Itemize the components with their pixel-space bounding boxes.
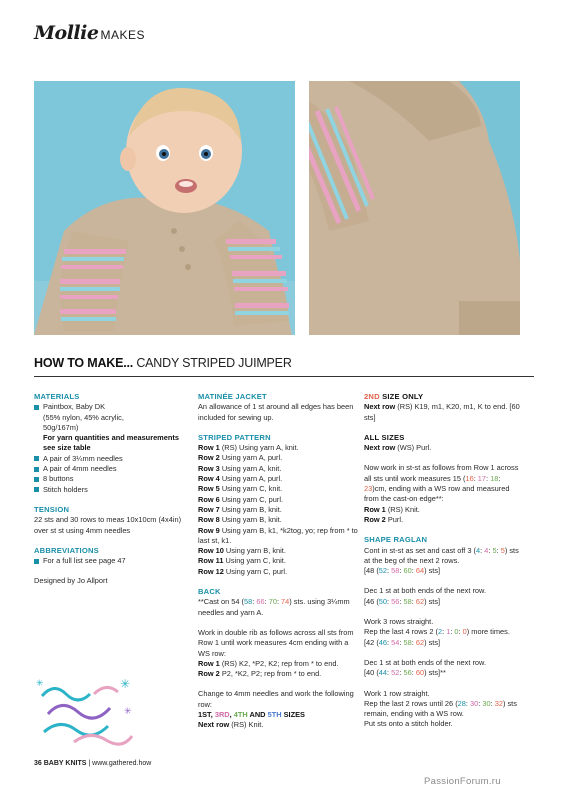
footer-separator: |	[88, 760, 91, 767]
second-size-row: Next row (RS) K19, m1, K20, m1, K to end. [60 sts]	[364, 402, 520, 422]
designer-credit: Designed by Jo Allport	[34, 576, 108, 586]
tension-heading: TENSION	[34, 504, 70, 514]
final-repeat-text: Rep the last 2 rows until 26 (28: 30: 30: 32) sts remain, ending with a WS row.	[364, 698, 517, 719]
stripe-row: Row 4 Using yarn A, purl.	[198, 474, 283, 484]
title-lead: HOW TO MAKE...	[34, 356, 134, 370]
stripe-row: Row 6 Using yarn C, purl.	[198, 494, 284, 504]
material-text: Paintbox, Baby DK	[43, 402, 106, 412]
stripe-row: Row 2 Using yarn A, purl.	[198, 453, 283, 463]
decrease-text: Dec 1 st at both ends of the next row.	[364, 586, 487, 596]
materials-heading: MATERIALS	[34, 392, 80, 401]
title-divider	[34, 376, 534, 377]
bullet-square-icon	[34, 487, 39, 492]
svg-text:✳: ✳	[124, 707, 132, 717]
stripe-row: Row 9 Using yarn B, k1, *k2tog, yo; rep from * to last st, k1.	[198, 525, 358, 545]
rib-row: Row 2 P2, *K2, P2; rep from * to end.	[198, 669, 322, 679]
baby-photo	[34, 81, 295, 335]
stripe-row: Row 5 Using yarn C, knit.	[198, 484, 283, 494]
work-straight-text: Work 1 row straight.	[364, 688, 430, 698]
stripe-row: Row 10 Using yarn B, knit.	[198, 546, 286, 556]
bullet-square-icon	[34, 477, 39, 482]
brand-makes: MAKES	[100, 28, 145, 42]
list-item	[34, 464, 184, 474]
repeat-text: Rep the last 4 rows 2 (2: 1: 0: 0) more times.	[364, 627, 510, 637]
material-note: For yarn quantities and measurements see size table	[43, 433, 179, 453]
matinee-heading: MATINÉE JACKET	[198, 392, 267, 401]
material-text: 8 buttons	[43, 474, 74, 484]
tension-text: 22 sts and 30 rows to meas 10x10cm (4x4in) over st st using 4mm needles	[34, 515, 182, 535]
raglan-count: [48 (52: 58: 60: 64) sts]	[364, 566, 441, 576]
st-st-text: Now work in st-st as follows from Row 1 across all sts until work measures 15 (16: 17: 18: 23)cm, ending with a WS row and measured from the cast-on edge**:	[364, 463, 519, 504]
decrease-text: Dec 1 st at both ends of the next row.	[364, 657, 487, 667]
bullet-square-icon	[34, 559, 39, 564]
brand-logo	[34, 22, 145, 44]
shoulder-detail-photo	[309, 81, 520, 335]
svg-text:✳: ✳	[120, 677, 131, 691]
back-cast-on: **Cast on 54 (58: 66: 70: 74) sts. using 3¼mm needles and yarn A.	[198, 597, 350, 617]
list-item	[34, 485, 184, 495]
title-sub: CANDY STRIPED JUIMPER	[133, 356, 292, 370]
stitch-holder-text: Put sts onto a stitch holder.	[364, 719, 453, 729]
raglan-text: Cont in st-st as set and cast off 3 (4: 4: 5: 5) sts at the beg of the next 2 rows.	[364, 545, 519, 565]
list-item	[34, 402, 184, 412]
stripe-row: Row 12 Using yarn C, purl.	[198, 566, 288, 576]
material-text: (55% nylon, 45% acrylic,	[43, 412, 124, 422]
next-row: Next row (RS) Knit.	[198, 720, 264, 730]
st-row: Row 2 Purl.	[364, 514, 404, 524]
material-text: A pair of 4mm needles	[43, 464, 117, 474]
abbreviations-heading: ABBREVIATIONS	[34, 545, 99, 555]
material-text: A pair of 3¼mm needles	[43, 453, 123, 463]
decrease-count: [40 (44: 52: 56: 60) sts]**	[364, 668, 446, 678]
svg-text:✳: ✳	[36, 679, 44, 689]
bullet-square-icon	[34, 456, 39, 461]
matinee-text: An allowance of 1 st around all edges has been included for sewing up.	[198, 402, 354, 422]
change-needles-text: Change to 4mm needles and work the following row:	[198, 689, 354, 709]
back-heading: BACK	[198, 587, 221, 597]
page-title	[34, 356, 292, 370]
column-sizes	[364, 392, 524, 730]
list-item	[34, 556, 184, 566]
rib-text: Work in double rib as follows across all sts from Row 1 until work measures 4cm ending with a WS row:	[198, 627, 354, 658]
sizes-heading: 1ST, 3RD, 4TH AND 5TH SIZES	[198, 710, 305, 720]
column-pattern	[198, 392, 358, 731]
abbreviations-text: For a full list see page 47	[43, 556, 126, 566]
baby-illustration	[34, 81, 295, 335]
all-sizes-row: Next row (WS) Purl.	[364, 443, 432, 453]
shape-raglan-heading: SHAPE RAGLAN	[364, 535, 428, 545]
material-text: Stitch holders	[43, 484, 88, 494]
shoulder-illustration	[309, 81, 520, 335]
material-text: 50g/167m)	[43, 422, 79, 432]
st-row: Row 1 (RS) Knit.	[364, 504, 420, 514]
stripe-row: Row 11 Using yarn C, knit.	[198, 556, 286, 566]
footer-site[interactable]: www.gathered.how	[92, 760, 152, 767]
stripe-rows	[198, 443, 358, 577]
section-name: BABY KNITS	[43, 760, 87, 767]
watermark: PassionForum.ru	[424, 776, 501, 787]
rib-row: Row 1 (RS) K2, *P2, K2; rep from * to end.	[198, 658, 339, 668]
swirl-decoration-icon	[34, 674, 144, 754]
stripe-row: Row 3 Using yarn A, knit.	[198, 463, 282, 473]
bullet-square-icon	[34, 405, 39, 410]
list-item	[34, 474, 184, 484]
all-sizes-heading: ALL SIZES	[364, 432, 405, 442]
work-straight-text: Work 3 rows straight.	[364, 617, 434, 627]
stripe-row: Row 1 (RS) Using yarn A, knit.	[198, 443, 299, 453]
second-size-heading: 2ND SIZE ONLY	[364, 392, 424, 401]
column-materials	[34, 392, 184, 717]
page-footer	[34, 760, 151, 767]
brand-script: Mollie	[34, 22, 99, 44]
repeat-count: [42 (46: 54: 58: 62) sts]	[364, 637, 441, 647]
stripe-row: Row 8 Using yarn B, knit.	[198, 515, 282, 525]
list-item	[34, 454, 184, 464]
bullet-square-icon	[34, 467, 39, 472]
stripe-row: Row 7 Using yarn B, knit.	[198, 504, 282, 514]
page-number: 36	[34, 760, 42, 767]
striped-pattern-heading: STRIPED PATTERN	[198, 432, 271, 442]
decrease-count: [46 (50: 56: 58: 62) sts]	[364, 596, 441, 606]
